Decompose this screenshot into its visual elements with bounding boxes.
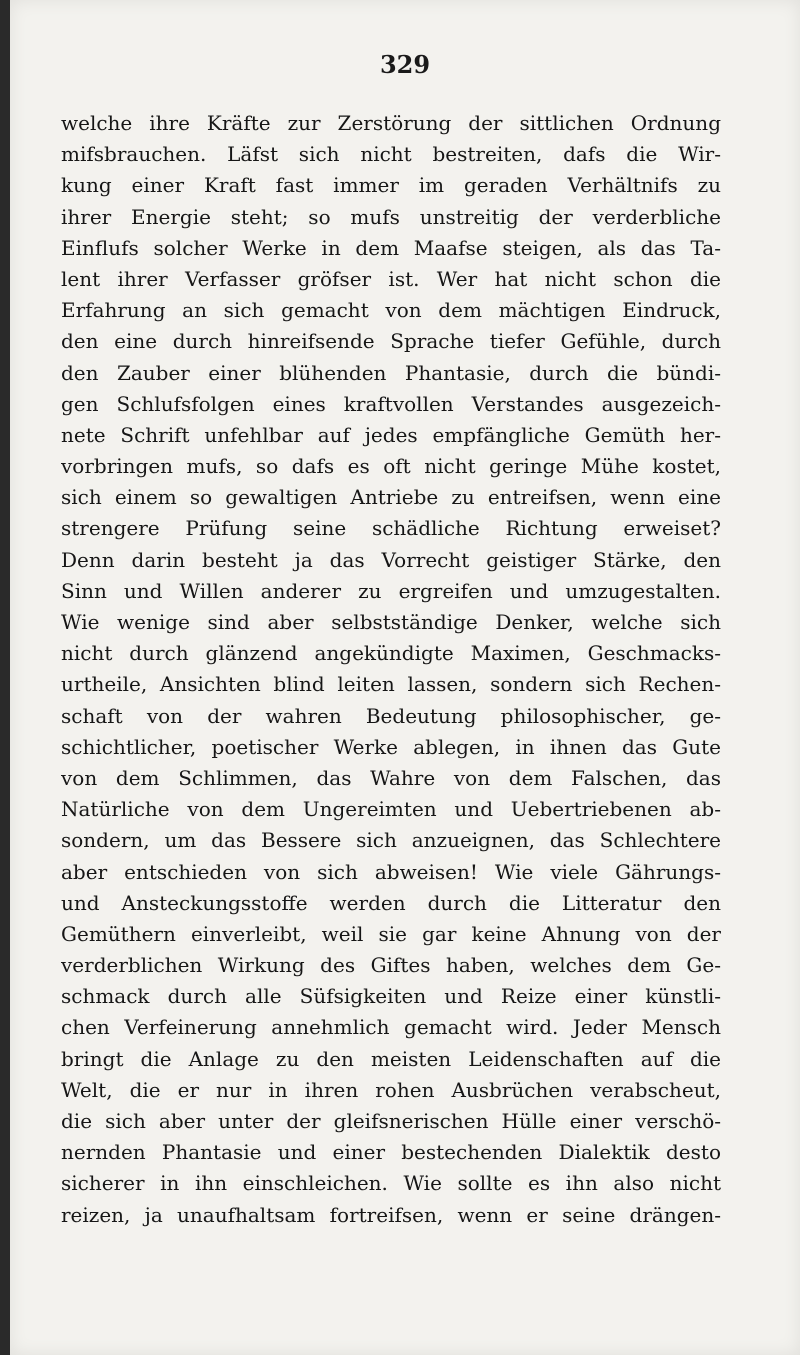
text-line: sich einem so gewaltigen Antriebe zu entreifsen, wenn eine [61,485,721,510]
text-line: und Ansteckungsstoffe werden durch die Litteratur den [61,890,721,915]
text-line: von dem Schlimmen, das Wahre von dem Falschen, das [61,765,721,790]
text-line: Gemüthern einverleibt, weil sie gar keine Ahnung von der [61,921,721,946]
text-line: verderblichen Wirkung des Giftes haben, welches dem Ge- [61,953,721,978]
text-line: den eine durch hinreifsende Sprache tiefer Gefühle, durch [61,329,721,354]
text-line: schichtlicher, poetischer Werke ablegen, in ihnen das Gute [61,734,721,759]
text-line: Sinn und Willen anderer zu ergreifen und umzugestalten. [61,578,721,603]
text-line: gen Schlufsfolgen eines kraftvollen Verstandes ausgezeich- [61,391,721,416]
text-line: sondern, um das Bessere sich anzueignen, das Schlechtere [61,828,721,853]
text-line: urtheile, Ansichten blind leiten lassen, sondern sich Rechen- [61,672,721,697]
page-number: 329 [379,50,431,79]
text-line: mifsbrauchen. Läfst sich nicht bestreiten, dafs die Wir- [61,142,721,167]
text-line: ihrer Energie steht; so mufs unstreitig der verderbliche [61,204,721,229]
text-line: reizen, ja unaufhaltsam fortreifsen, wenn er seine drängen- [61,1202,721,1227]
book-page [10,0,800,1355]
text-line: aber entschieden von sich abweisen! Wie viele Gährungs- [61,859,721,884]
text-line: nernden Phantasie und einer bestechenden Dialektik desto [61,1140,721,1165]
text-line: strengere Prüfung seine schädliche Richtung erweiset? [61,516,721,541]
text-line: nete Schrift unfehlbar auf jedes empfängliche Gemüth her- [61,422,721,447]
text-line: schmack durch alle Süfsigkeiten und Reize einer künstli- [61,984,721,1009]
text-line: chen Verfeinerung annehmlich gemacht wird. Jeder Mensch [61,1015,721,1040]
text-line: Welt, die er nur in ihren rohen Ausbrüchen verabscheut, [61,1077,721,1102]
text-line: Einflufs solcher Werke in dem Maafse steigen, als das Ta- [61,235,721,260]
text-line: sicherer in ihn einschleichen. Wie sollte es ihn also nicht [61,1171,721,1196]
text-line: nicht durch glänzend angekündigte Maximen, Geschmacks- [61,641,721,666]
body-text [61,108,721,1231]
text-line: lent ihrer Verfasser gröfser ist. Wer hat nicht schon die [61,266,721,291]
text-line: schaft von der wahren Bedeutung philosophischer, ge- [61,703,721,728]
text-line: vorbringen mufs, so dafs es oft nicht geringe Mühe kostet, [61,454,721,479]
text-line: Denn darin besteht ja das Vorrecht geistiger Stärke, den [61,547,721,572]
text-line: Erfahrung an sich gemacht von dem mächtigen Eindruck, [61,298,721,323]
text-line: bringt die Anlage zu den meisten Leidenschaften auf die [61,1046,721,1071]
text-line: kung einer Kraft fast immer im geraden Verhältnifs zu [61,173,721,198]
text-line: welche ihre Kräfte zur Zerstörung der sittlichen Ordnung [61,111,721,135]
text-line: Natürliche von dem Ungereimten und Uebertriebenen ab- [61,797,721,822]
text-line: Wie wenige sind aber selbstständige Denker, welche sich [61,610,721,634]
text-line: den Zauber einer blühenden Phantasie, durch die bündi- [61,360,721,385]
text-line: die sich aber unter der gleifsnerischen Hülle einer verschö- [61,1109,721,1133]
